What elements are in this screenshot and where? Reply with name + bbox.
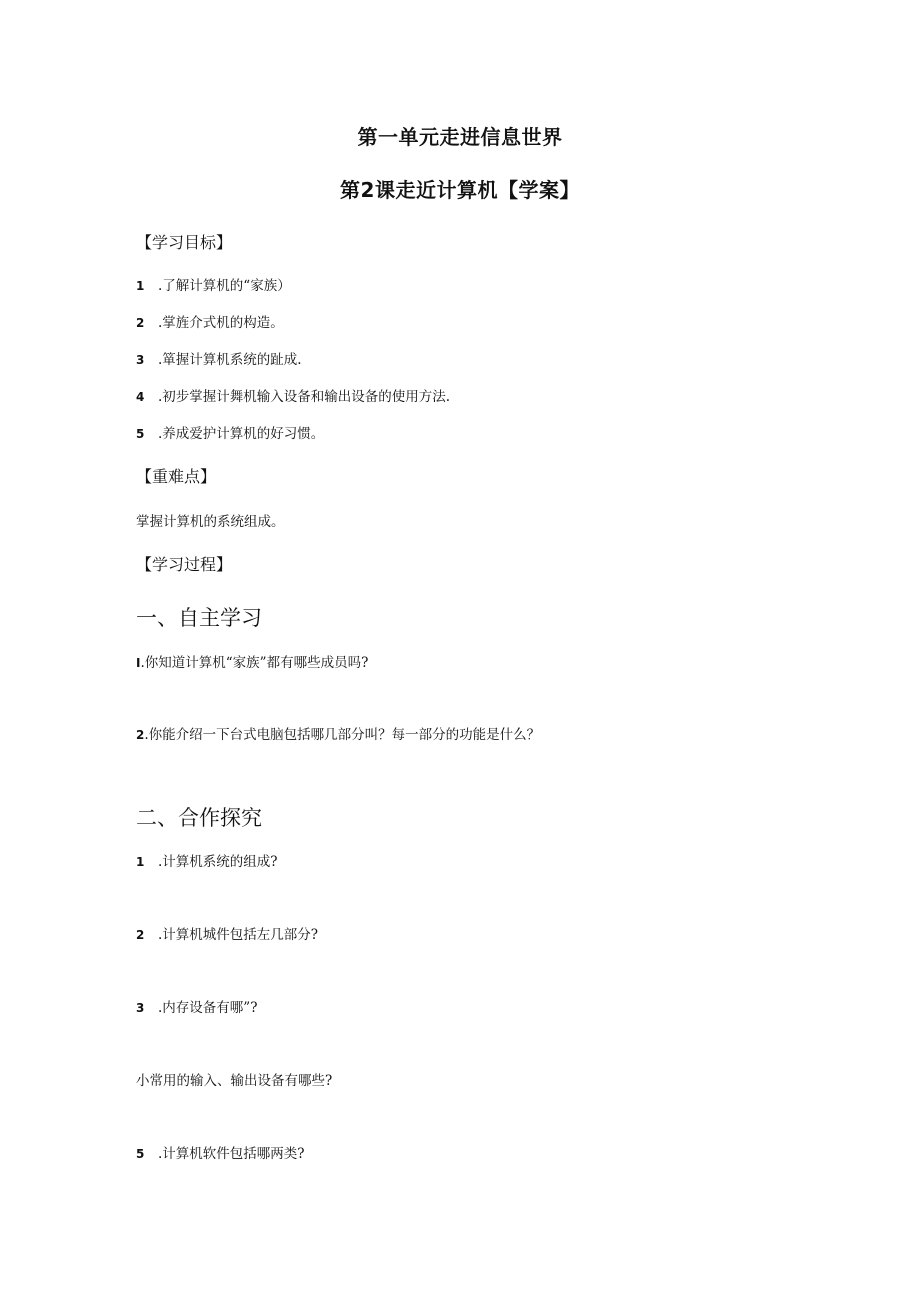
cooperation-item	[136, 996, 257, 1016]
cooperation-item	[136, 850, 278, 870]
item-number: 3	[136, 353, 145, 367]
objective-item	[136, 274, 291, 294]
item-number: 4	[136, 390, 145, 404]
objective-item	[136, 348, 302, 368]
item-text: .计算机城件包括左几部分?	[158, 927, 319, 943]
item-text: .了解计算机的“家族）	[158, 278, 291, 294]
item-number: 2	[136, 316, 145, 330]
cooperation-item: 小常用的输入、输出设备有哪些?	[136, 1073, 333, 1089]
item-text: .计算机软件包括哪两类?	[158, 1146, 305, 1162]
item-text: .你知道计算机“家族”都有哪些成员吗?	[140, 655, 369, 671]
item-number: 1	[136, 279, 145, 293]
unit-title: 第一单元走进信息世界	[357, 125, 563, 149]
key-points-heading: 【重难点】	[136, 467, 217, 486]
objective-item	[136, 311, 284, 331]
self-study-item	[136, 651, 368, 671]
process-heading: 【学习过程】	[136, 555, 233, 574]
item-number: I	[136, 656, 141, 670]
item-text: .计算机系统的组成?	[158, 854, 278, 870]
item-text: .箪握计算机系统的趾成.	[158, 352, 302, 368]
item-number: 2	[136, 928, 145, 942]
item-text: .养成爱护计算机的好习惯。	[158, 426, 325, 442]
self-study-heading: 一、自主学习	[136, 606, 262, 630]
objective-item	[136, 422, 324, 442]
item-text: .你能介绍一下台式电脑包括哪几部分叫？每一部分的功能是什么？	[144, 727, 541, 743]
objectives-heading: 【学习目标】	[136, 233, 233, 252]
objective-item	[136, 385, 450, 405]
cooperation-heading: 二、合作探究	[136, 806, 262, 830]
item-number: 1	[136, 855, 145, 869]
cooperation-item	[136, 923, 318, 943]
item-text: .初步掌握计舞机输入设备和输出设备的使用方法.	[158, 389, 451, 405]
lesson-title: 第2课走近计算机【学案】	[340, 178, 580, 202]
cooperation-item	[136, 1142, 305, 1162]
self-study-item	[136, 723, 540, 743]
item-number: 2	[136, 728, 145, 742]
key-points-text: 掌握计算机的系统组成。	[136, 514, 285, 530]
item-text: .内存设备有哪”?	[158, 1000, 258, 1016]
item-text: .掌旌介式机的构造。	[158, 315, 284, 331]
item-number: 3	[136, 1001, 145, 1015]
item-number: 5	[136, 427, 145, 441]
item-number: 5	[136, 1147, 145, 1161]
